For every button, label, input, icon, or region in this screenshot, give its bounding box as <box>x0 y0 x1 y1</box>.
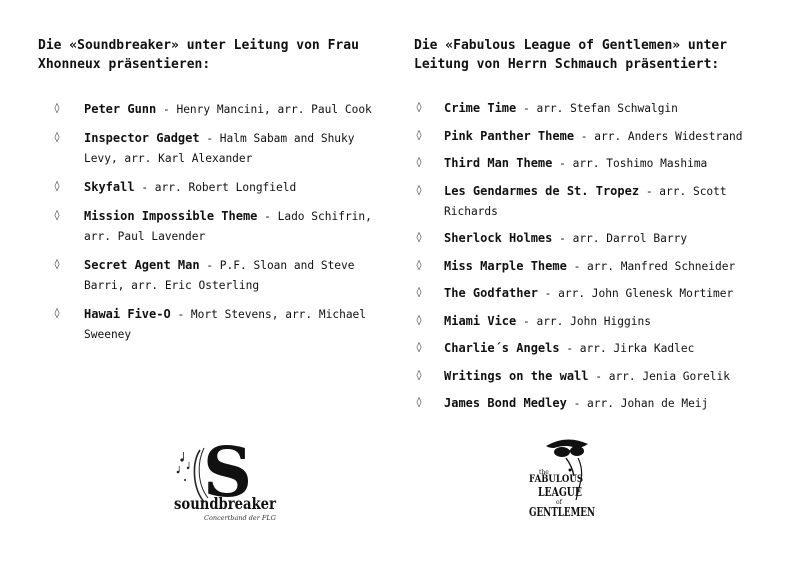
piece-title: Mission Impossible Theme <box>84 209 258 223</box>
list-item <box>38 304 388 345</box>
piece-title: Skyfall <box>84 180 135 194</box>
diamond-bullet-icon: ◊ <box>416 157 423 168</box>
diamond-bullet-icon: ◊ <box>416 232 423 243</box>
piece-title: Pink Panther Theme <box>444 128 575 143</box>
piece-credit: - arr. John Glenesk Mortimer <box>537 287 734 300</box>
piece-title: James Bond Medley <box>444 396 567 410</box>
piece-title: The Godfather <box>444 286 538 300</box>
piece-credit: - Mort Stevens, arr. Michael Sweeney <box>84 308 367 341</box>
piece-credit: - arr. Stefan Schwalgin <box>516 102 678 115</box>
logo-the: the <box>539 469 549 476</box>
list-item <box>414 338 784 359</box>
piece-credit: - arr. Robert Longfield <box>134 181 297 194</box>
list-item <box>38 255 388 296</box>
logo-line-gentlemen: GENTLEMEN <box>529 505 596 519</box>
piece-credit: - P.F. Sloan and Steve Barri, arr. Eric Osterling <box>84 259 355 292</box>
list-item <box>38 206 388 247</box>
piece-credit: - arr. Anders Widestrand <box>574 129 743 143</box>
piece-credit: - arr. Manfred Schneider <box>566 259 736 273</box>
diamond-bullet-icon: ◊ <box>54 181 61 192</box>
piece-title: Inspector Gadget <box>84 131 200 145</box>
diamond-bullet-icon: ◊ <box>416 102 423 113</box>
piece-title: Sherlock Holmes <box>444 231 553 245</box>
logo-of: of <box>556 499 562 506</box>
diamond-bullet-icon: ◊ <box>416 369 423 381</box>
left-column <box>38 36 388 353</box>
list-item <box>414 228 784 249</box>
diamond-bullet-icon: ◊ <box>54 259 61 270</box>
list-item <box>414 126 784 147</box>
piece-title: Hawai Five-O <box>84 307 171 321</box>
list-item <box>414 283 784 304</box>
diamond-bullet-icon: ◊ <box>416 129 423 141</box>
list-item <box>38 99 388 120</box>
fabulous-league-heading: Die «Fabulous League of Gentlemen» unter Leitung von Herrn Schmauch präsentiert: <box>414 38 728 72</box>
list-item <box>414 153 784 174</box>
list-item <box>414 393 784 414</box>
list-item <box>38 177 388 198</box>
piece-credit: - Henry Mancini, arr. Paul Cook <box>156 103 372 116</box>
piece-title: Charlie´s Angels <box>444 341 560 355</box>
right-column <box>414 36 784 421</box>
logo-line-fabulous: FABULOUS <box>529 474 583 485</box>
diamond-bullet-icon: ◊ <box>416 314 423 326</box>
soundbreaker-heading: Die «Soundbreaker» unter Leitung von Frau Xhonneux präsentieren: <box>38 38 359 72</box>
soundbreaker-program-list <box>38 99 388 345</box>
piece-credit: - Lado Schifrin, arr. Paul Lavender <box>84 210 372 243</box>
piece-credit: - Halm Sabam and Shuky Levy, arr. Karl Alexander <box>84 132 355 165</box>
logo-wordmark: soundbreaker <box>174 494 277 513</box>
fabulous-league-logo <box>526 436 606 526</box>
piece-credit: - arr. Darrol Barry <box>552 232 688 245</box>
piece-credit: - arr. John Higgins <box>516 314 651 328</box>
diamond-bullet-icon: ◊ <box>416 342 423 353</box>
logo-tagline: Concertband der FLG <box>204 514 276 522</box>
list-item <box>38 128 388 169</box>
diamond-bullet-icon: ◊ <box>54 210 61 221</box>
piece-title: Peter Gunn <box>84 102 157 116</box>
piece-credit: - arr. Scott Richards <box>444 184 727 218</box>
piece-title: Miss Marple Theme <box>444 258 567 273</box>
diamond-bullet-icon: ◊ <box>416 397 423 408</box>
diamond-bullet-icon: ◊ <box>416 259 423 271</box>
list-item <box>414 256 784 277</box>
logo-line-league: LEAGUE <box>538 485 582 499</box>
piece-title: Les Gendarmes de St. Tropez <box>444 183 640 198</box>
diamond-bullet-icon: ◊ <box>416 287 423 298</box>
soundbreaker-logo <box>170 432 280 524</box>
fabulous-league-program-list <box>414 98 784 414</box>
diamond-bullet-icon: ◊ <box>54 103 61 114</box>
piece-credit: - arr. Johan de Meij <box>566 397 709 410</box>
piece-credit: - arr. Jirka Kadlec <box>559 342 695 355</box>
piece-title: Third Man Theme <box>444 156 553 170</box>
piece-credit: - arr. Jenia Gorelik <box>588 369 730 383</box>
piece-title: Secret Agent Man <box>84 258 200 272</box>
diamond-bullet-icon: ◊ <box>54 132 61 143</box>
logo-letter: S <box>203 433 253 513</box>
piece-title: Crime Time <box>444 101 517 115</box>
music-notes-icon <box>177 452 190 481</box>
piece-title: Miami Vice <box>444 313 517 328</box>
list-item <box>414 181 784 222</box>
piece-credit: - arr. Toshimo Mashima <box>552 157 708 170</box>
piece-title: Writings on the wall <box>444 368 589 383</box>
list-item <box>414 311 784 332</box>
list-item <box>414 366 784 387</box>
diamond-bullet-icon: ◊ <box>54 308 61 319</box>
list-item <box>414 98 784 119</box>
diamond-bullet-icon: ◊ <box>416 184 423 196</box>
